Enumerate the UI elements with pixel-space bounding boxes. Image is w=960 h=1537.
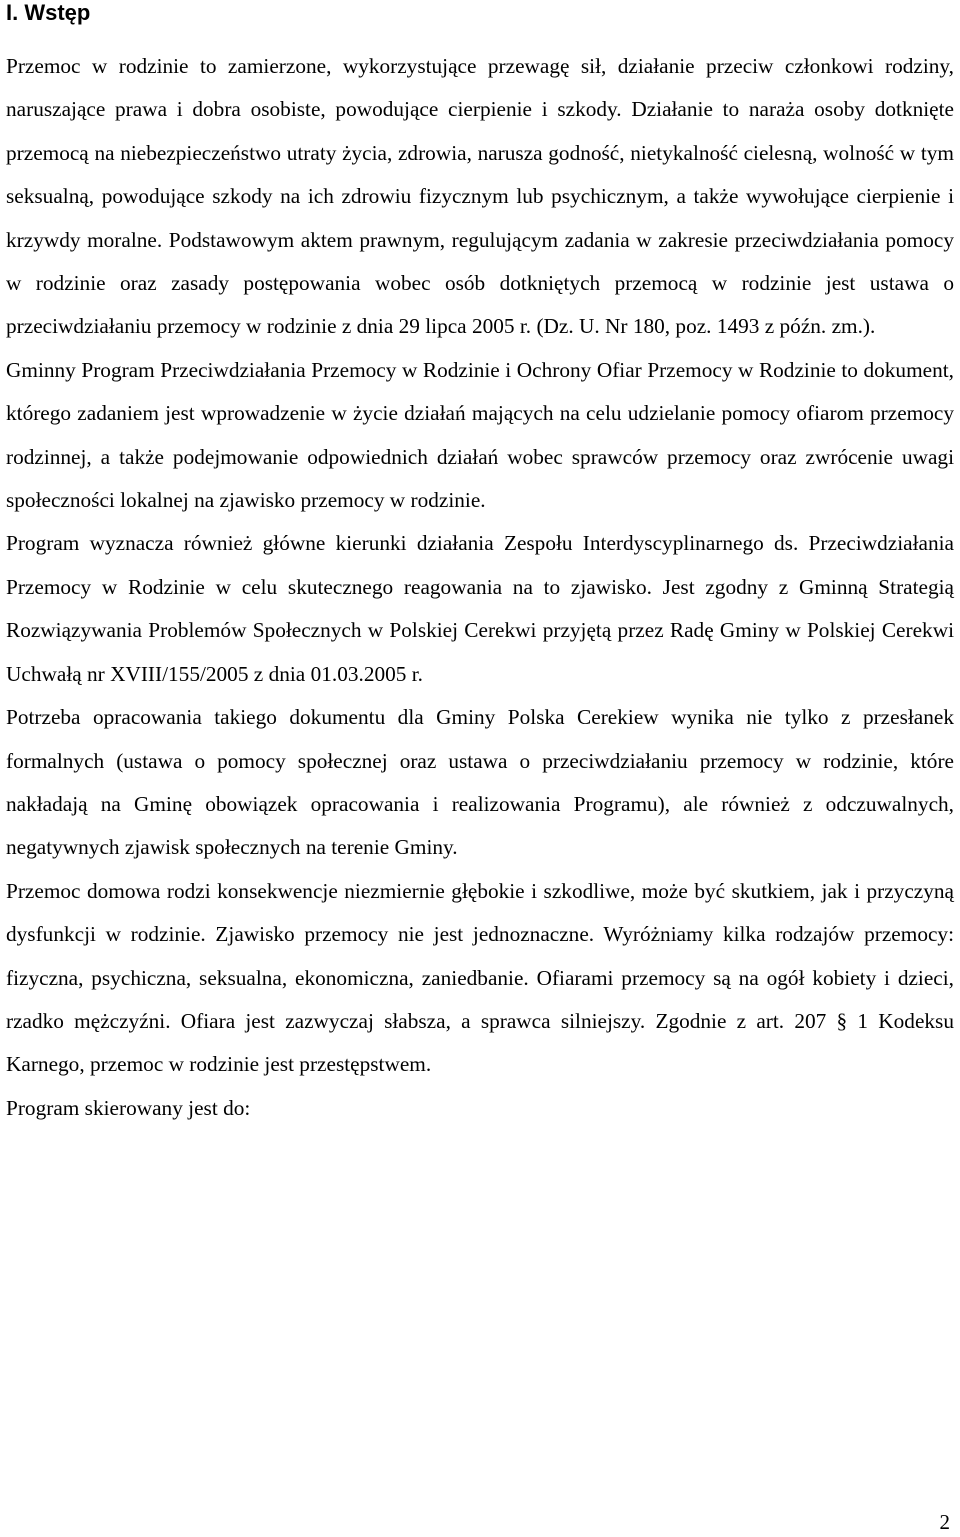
paragraph-program-directions: Program wyznacza również główne kierunki działania Zespołu Interdyscyplinarnego ds. Przeciwdziałania Przemocy w Rodzinie w celu skutecznego reagowania na to zjawisko. Jest zgodny z Gminną Strategią Rozwiązywania Problemów Społecznych w Polskiej Cerekwi przyjętą przez Radę Gminy w Polskiej Cerekwi Uchwałą nr XVIII/155/2005 z dnia 01.03.2005 r.	[6, 531, 954, 686]
paragraph-consequences: Przemoc domowa rodzi konsekwencje niezmiernie głębokie i szkodliwe, może być skutkiem, jak i przyczyną dysfunkcji w rodzinie. Zjawisko przemocy nie jest jednoznaczne. Wyróżniamy kilka rodzajów przemocy: fizyczna, psychiczna, seksualna, ekonomiczna, zaniedbanie. Ofiarami przemocy są na ogół kobiety i dzieci, rzadko mężczyźni. Ofiara jest zazwyczaj słabsza, a sprawca silniejszy. Zgodnie z art. 207 § 1 Kodeksu Karnego, przemoc w rodzinie jest przestępstwem.	[6, 878, 954, 1077]
paragraph-program-description: Gminny Program Przeciwdziałania Przemocy w Rodzinie i Ochrony Ofiar Przemocy w Rodzinie to dokument, którego zadaniem jest wprowadzenie w życie działań mających na celu udzielanie pomocy ofiarom przemocy rodzinnej, a także podejmowanie odpowiednich działań wobec sprawców przemocy oraz zwrócenie uwagi społeczności lokalnej na zjawisko przemocy w rodzinie.	[6, 357, 954, 513]
paragraph-target: Program skierowany jest do:	[6, 1095, 251, 1120]
paragraph-definition: Przemoc w rodzinie to zamierzone, wykorzystujące przewagę sił, działanie przeciw członkowi rodziny, naruszające prawa i dobra osobiste, powodujące cierpienie i szkody. Działanie to naraża osoby dotknięte przemocą na niebezpieczeństwo utraty życia, zdrowia, narusza godność, nietykalność cielesną, wolność w tym seksualną, powodujące szkody na ich zdrowiu fizycznym lub psychicznym, a także wywołujące cierpienie i krzywdy moralne. Podstawowym aktem prawnym, regulującym zadania w zakresie przeciwdziałania pomocy w rodzinie oraz zasady postępowania wobec osób dotkniętych przemocą w rodzinie jest ustawa o przeciwdziałaniu przemocy w rodzinie z dnia 29 lipca 2005 r. (Dz. U. Nr 180, poz. 1493 z późn. zm.).	[6, 54, 954, 339]
paragraph-need: Potrzeba opracowania takiego dokumentu dla Gminy Polska Cerekiew wynika nie tylko z przesłanek formalnych (ustawa o pomocy społecznej oraz ustawa o przeciwdziałaniu przemocy w rodzinie, które nakładają na Gminę obowiązek opracowania i realizowania Programu), ale również z odczuwalnych, negatywnych zjawisk społecznych na terenie Gminy.	[6, 705, 954, 860]
page-number: 2	[939, 1510, 950, 1534]
section-heading: I. Wstęp	[6, 0, 91, 25]
